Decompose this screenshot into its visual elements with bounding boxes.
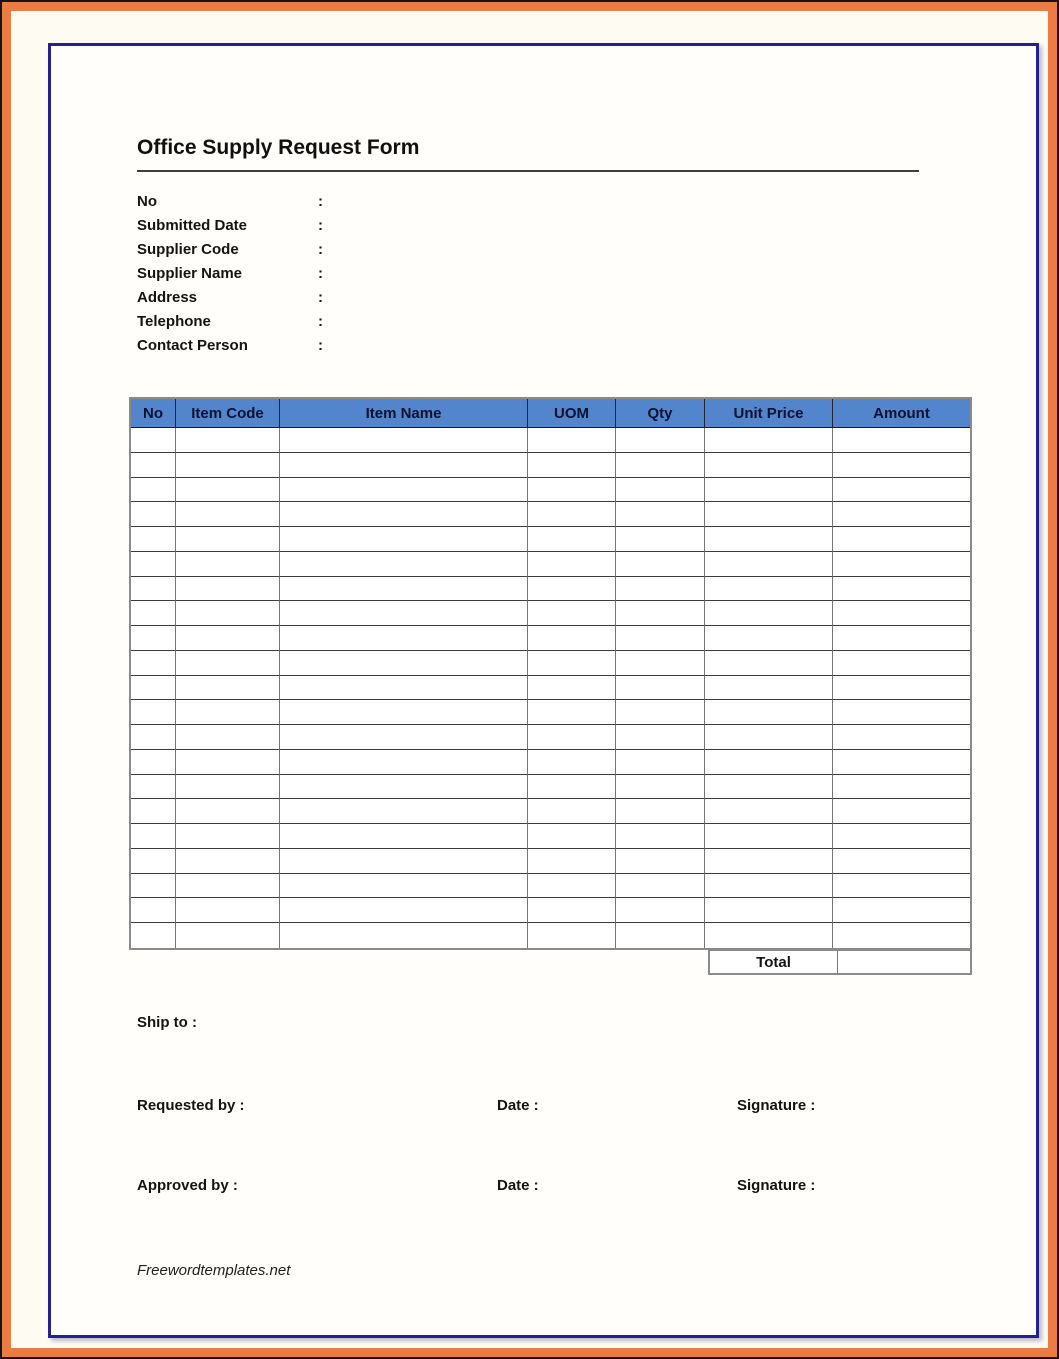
table-cell-empty <box>280 725 528 750</box>
table-cell-empty <box>616 799 705 824</box>
table-cell-empty <box>616 750 705 775</box>
table-cell-empty <box>833 775 970 800</box>
requested-date-label: Date : <box>497 1097 539 1114</box>
table-cell-empty <box>176 502 280 527</box>
table-cell-empty <box>616 478 705 503</box>
total-value-cell <box>838 951 970 973</box>
field-row-submitted-date <box>137 213 323 237</box>
table-cell-empty <box>616 626 705 651</box>
table-cell-empty <box>176 478 280 503</box>
table-cell-empty <box>176 577 280 602</box>
table-cell-empty <box>616 552 705 577</box>
table-cell-empty <box>705 874 833 899</box>
table-cell-empty <box>176 700 280 725</box>
table-cell-empty <box>528 849 616 874</box>
field-colon: : <box>318 240 323 258</box>
table-cell-empty <box>833 725 970 750</box>
table-body <box>131 428 970 948</box>
field-label-submitted-date: Submitted Date <box>137 216 248 234</box>
table-cell-empty <box>280 799 528 824</box>
table-cell-empty <box>280 453 528 478</box>
table-cell-empty <box>528 700 616 725</box>
table-cell-empty <box>280 478 528 503</box>
table-cell-empty <box>528 552 616 577</box>
table-cell-empty <box>131 874 176 899</box>
table-cell-empty <box>705 676 833 701</box>
field-label-supplier-code: Supplier Code <box>137 240 239 258</box>
table-cell-empty <box>705 601 833 626</box>
field-row-supplier-code <box>137 237 323 261</box>
table-cell-empty <box>176 824 280 849</box>
table-cell-empty <box>833 923 970 948</box>
column-header-uom: UOM <box>528 399 616 428</box>
table-cell-empty <box>705 824 833 849</box>
field-row-no <box>137 189 323 213</box>
table-cell-empty <box>528 898 616 923</box>
table-cell-empty <box>528 527 616 552</box>
table-cell-empty <box>528 775 616 800</box>
table-cell-empty <box>131 775 176 800</box>
table-cell-empty <box>705 626 833 651</box>
table-cell-empty <box>176 775 280 800</box>
table-cell-empty <box>833 502 970 527</box>
table-cell-empty <box>705 750 833 775</box>
table-cell-empty <box>528 478 616 503</box>
table-cell-empty <box>705 898 833 923</box>
table-cell-empty <box>528 651 616 676</box>
table-cell-empty <box>833 453 970 478</box>
table-cell-empty <box>833 552 970 577</box>
table-cell-empty <box>528 577 616 602</box>
column-header-amount: Amount <box>833 399 970 428</box>
table-cell-empty <box>616 577 705 602</box>
table-cell-empty <box>131 923 176 948</box>
item-request-table <box>129 397 972 950</box>
table-cell-empty <box>131 676 176 701</box>
table-cell-empty <box>176 898 280 923</box>
table-cell-empty <box>616 651 705 676</box>
table-cell-empty <box>616 601 705 626</box>
table-cell-empty <box>833 874 970 899</box>
requested-by-label: Requested by : <box>137 1097 245 1114</box>
table-cell-empty <box>528 874 616 899</box>
field-row-telephone <box>137 309 323 333</box>
field-colon: : <box>318 264 323 282</box>
column-header-unit-price: Unit Price <box>705 399 833 428</box>
table-cell-empty <box>528 601 616 626</box>
table-cell-empty <box>528 502 616 527</box>
table-cell-empty <box>131 527 176 552</box>
table-cell-empty <box>705 502 833 527</box>
approved-by-label: Approved by : <box>137 1177 238 1194</box>
field-colon: : <box>318 192 323 210</box>
table-cell-empty <box>280 874 528 899</box>
table-cell-empty <box>833 527 970 552</box>
table-cell-empty <box>833 428 970 453</box>
table-cell-empty <box>131 577 176 602</box>
table-cell-empty <box>616 824 705 849</box>
table-cell-empty <box>176 552 280 577</box>
total-row <box>708 949 972 975</box>
table-cell-empty <box>705 775 833 800</box>
table-cell-empty <box>176 601 280 626</box>
table-cell-empty <box>280 502 528 527</box>
table-cell-empty <box>528 824 616 849</box>
table-cell-empty <box>616 527 705 552</box>
table-cell-empty <box>528 626 616 651</box>
field-colon: : <box>318 216 323 234</box>
table-cell-empty <box>176 651 280 676</box>
table-cell-empty <box>705 552 833 577</box>
table-cell-empty <box>280 849 528 874</box>
field-label-telephone: Telephone <box>137 312 211 330</box>
table-cell-empty <box>176 527 280 552</box>
table-cell-empty <box>705 527 833 552</box>
table-cell-empty <box>280 527 528 552</box>
table-cell-empty <box>616 502 705 527</box>
table-cell-empty <box>616 428 705 453</box>
table-cell-empty <box>131 750 176 775</box>
title-underline-rule <box>137 170 919 172</box>
table-cell-empty <box>833 898 970 923</box>
template-credit-text: Freewordtemplates.net <box>137 1262 291 1279</box>
table-cell-empty <box>131 478 176 503</box>
table-cell-empty <box>833 676 970 701</box>
field-label-supplier-name: Supplier Name <box>137 264 243 282</box>
table-cell-empty <box>616 874 705 899</box>
field-colon: : <box>318 288 323 306</box>
table-cell-empty <box>176 874 280 899</box>
table-cell-empty <box>705 700 833 725</box>
table-cell-empty <box>528 725 616 750</box>
table-cell-empty <box>176 725 280 750</box>
table-cell-empty <box>616 676 705 701</box>
table-cell-empty <box>616 725 705 750</box>
table-cell-empty <box>176 626 280 651</box>
table-cell-empty <box>833 700 970 725</box>
table-cell-empty <box>616 453 705 478</box>
table-cell-empty <box>833 750 970 775</box>
table-cell-empty <box>833 626 970 651</box>
table-cell-empty <box>131 651 176 676</box>
table-cell-empty <box>705 577 833 602</box>
table-cell-empty <box>176 453 280 478</box>
column-header-item-code: Item Code <box>176 399 280 428</box>
table-cell-empty <box>280 775 528 800</box>
table-cell-empty <box>833 601 970 626</box>
column-header-item-name: Item Name <box>280 399 528 428</box>
table-cell-empty <box>131 898 176 923</box>
table-cell-empty <box>176 428 280 453</box>
table-cell-empty <box>528 799 616 824</box>
table-cell-empty <box>616 849 705 874</box>
table-cell-empty <box>833 824 970 849</box>
table-cell-empty <box>705 849 833 874</box>
table-cell-empty <box>833 849 970 874</box>
table-cell-empty <box>833 799 970 824</box>
ship-to-label: Ship to : <box>137 1014 197 1031</box>
field-label-no: No <box>137 192 157 210</box>
table-cell-empty <box>280 700 528 725</box>
table-cell-empty <box>280 552 528 577</box>
table-cell-empty <box>280 626 528 651</box>
table-cell-empty <box>176 750 280 775</box>
table-cell-empty <box>131 601 176 626</box>
table-cell-empty <box>616 898 705 923</box>
table-cell-empty <box>131 824 176 849</box>
approved-date-label: Date : <box>497 1177 539 1194</box>
header-fields <box>137 189 323 357</box>
approved-signature-label: Signature : <box>737 1177 816 1194</box>
table-cell-empty <box>280 923 528 948</box>
table-cell-empty <box>616 775 705 800</box>
table-cell-empty <box>528 453 616 478</box>
table-cell-empty <box>280 676 528 701</box>
table-cell-empty <box>528 428 616 453</box>
table-cell-empty <box>833 651 970 676</box>
table-cell-empty <box>131 552 176 577</box>
table-cell-empty <box>176 676 280 701</box>
table-cell-empty <box>833 478 970 503</box>
field-label-contact-person: Contact Person <box>137 336 248 354</box>
table-cell-empty <box>280 577 528 602</box>
table-cell-empty <box>280 750 528 775</box>
column-header-no: No <box>131 399 176 428</box>
field-row-contact-person <box>137 333 323 357</box>
table-cell-empty <box>131 700 176 725</box>
table-cell-empty <box>280 898 528 923</box>
requested-signature-label: Signature : <box>737 1097 816 1114</box>
table-cell-empty <box>528 750 616 775</box>
field-colon: : <box>318 336 323 354</box>
table-cell-empty <box>280 601 528 626</box>
table-cell-empty <box>131 428 176 453</box>
table-cell-empty <box>176 849 280 874</box>
table-cell-empty <box>705 651 833 676</box>
table-cell-empty <box>528 923 616 948</box>
field-colon: : <box>318 312 323 330</box>
table-cell-empty <box>280 651 528 676</box>
form-title: Office Supply Request Form <box>137 136 420 159</box>
field-row-address <box>137 285 323 309</box>
table-cell-empty <box>176 799 280 824</box>
table-cell-empty <box>705 428 833 453</box>
table-header-row <box>131 399 970 428</box>
table-cell-empty <box>131 725 176 750</box>
table-cell-empty <box>131 849 176 874</box>
column-header-qty: Qty <box>616 399 705 428</box>
table-cell-empty <box>131 626 176 651</box>
table-cell-empty <box>616 923 705 948</box>
table-cell-empty <box>616 700 705 725</box>
field-label-address: Address <box>137 288 198 306</box>
table-cell-empty <box>176 923 280 948</box>
table-cell-empty <box>705 453 833 478</box>
table-cell-empty <box>131 799 176 824</box>
table-cell-empty <box>131 502 176 527</box>
table-cell-empty <box>705 478 833 503</box>
table-cell-empty <box>833 577 970 602</box>
table-cell-empty <box>705 799 833 824</box>
table-cell-empty <box>528 676 616 701</box>
table-cell-empty <box>705 923 833 948</box>
table-cell-empty <box>131 453 176 478</box>
table-cell-empty <box>705 725 833 750</box>
field-row-supplier-name <box>137 261 323 285</box>
total-label: Total <box>710 951 838 973</box>
table-cell-empty <box>280 428 528 453</box>
table-cell-empty <box>280 824 528 849</box>
